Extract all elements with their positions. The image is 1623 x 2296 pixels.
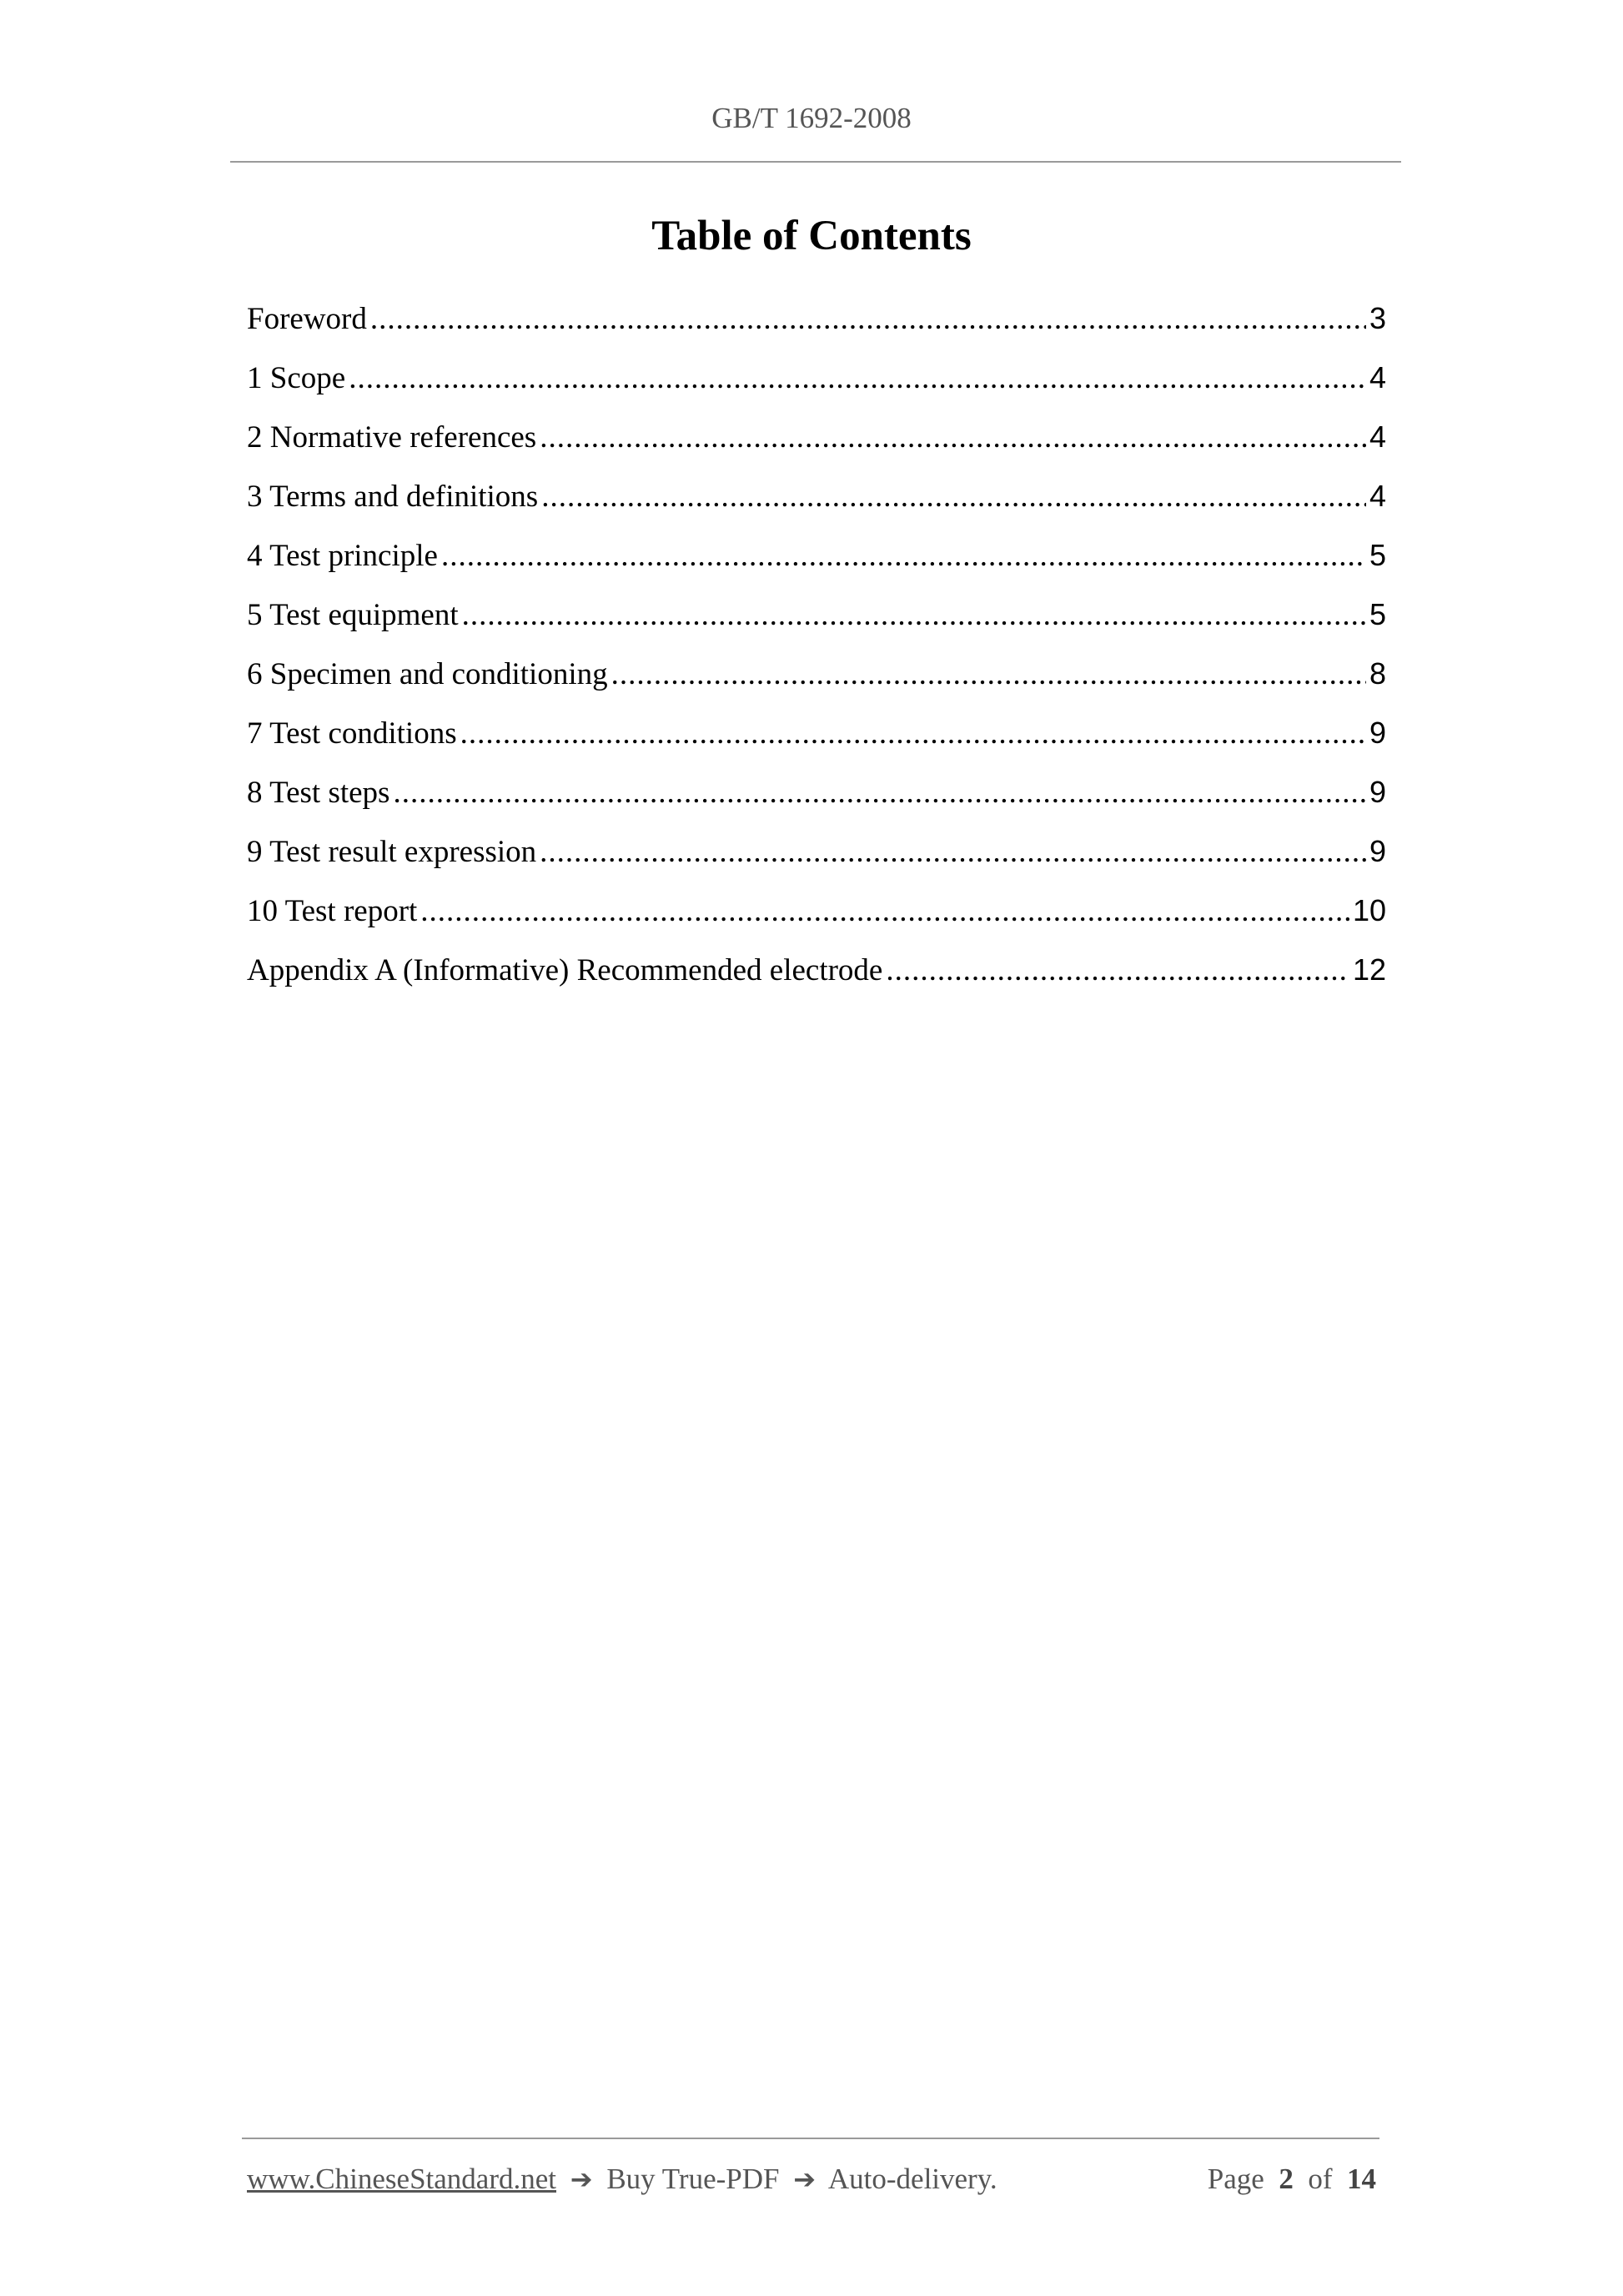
right-arrow-icon: ➔ (793, 2163, 817, 2195)
toc-entry-test-principle[interactable] (247, 537, 1386, 596)
toc-title: Table of Contents (651, 213, 972, 259)
toc-entry-test-report[interactable] (247, 892, 1386, 952)
right-arrow-icon: ➔ (570, 2163, 593, 2195)
toc-entry-label: 4 Test principle (247, 539, 438, 573)
toc-entry-label: 5 Test equipment (247, 598, 459, 632)
toc-dot-leader (441, 538, 1366, 575)
toc-entry-page: 4 (1369, 420, 1386, 454)
toc-entry-page: 4 (1369, 360, 1386, 394)
toc-dot-leader (370, 301, 1366, 338)
toc-entry-page: 9 (1369, 716, 1386, 750)
toc-entry-scope[interactable] (247, 359, 1386, 419)
toc-dot-leader (541, 479, 1366, 515)
footer-promo (247, 2162, 997, 2197)
page-word: Page (1207, 2163, 1264, 2195)
toc-entry-test-result-expression[interactable] (247, 833, 1386, 892)
toc-entry-page: 3 (1369, 301, 1386, 335)
toc-entry-label: 6 Specimen and conditioning (247, 657, 608, 691)
footer-divider (242, 2138, 1379, 2139)
toc-dot-leader (349, 360, 1366, 397)
toc-dot-leader (886, 952, 1349, 989)
page-indicator (1208, 2162, 1376, 2197)
current-page-number: 2 (1279, 2163, 1294, 2195)
toc-entry-label: Appendix A (Informative) Recommended electrode (247, 953, 883, 987)
site-link[interactable]: www.ChineseStandard.net (247, 2163, 556, 2195)
toc-entry-normative-references[interactable] (247, 419, 1386, 478)
toc-entry-label: 8 Test steps (247, 776, 390, 810)
page-of-word: of (1308, 2163, 1333, 2195)
document-header-code: GB/T 1692-2008 (711, 102, 912, 134)
toc-entry-page: 8 (1369, 656, 1386, 691)
toc-entry-label: 3 Terms and definitions (247, 480, 539, 514)
toc-entry-terms-and-definitions[interactable] (247, 478, 1386, 537)
toc-entry-page: 4 (1369, 479, 1386, 513)
toc-entry-specimen-and-conditioning[interactable] (247, 656, 1386, 715)
toc-entry-appendix-a[interactable] (247, 952, 1386, 1011)
toc-entry-label: 7 Test conditions (247, 716, 457, 751)
toc-dot-leader (540, 420, 1366, 456)
toc-dot-leader (393, 775, 1366, 811)
toc-dot-leader (420, 893, 1349, 930)
toc-entry-page: 9 (1369, 834, 1386, 868)
toc-dot-leader (611, 656, 1366, 693)
toc-list (247, 300, 1386, 1011)
footer-step-delivery: Auto-delivery. (827, 2163, 997, 2195)
footer-step-buy: Buy True-PDF (606, 2163, 780, 2195)
toc-entry-page: 12 (1352, 952, 1386, 987)
toc-entry-label: 1 Scope (247, 361, 346, 395)
toc-entry-page: 10 (1352, 893, 1386, 927)
toc-dot-leader (460, 716, 1366, 752)
toc-dot-leader (462, 597, 1366, 634)
toc-entry-page: 5 (1369, 597, 1386, 631)
toc-entry-label: 10 Test report (247, 894, 418, 928)
toc-entry-foreword[interactable] (247, 300, 1386, 359)
toc-entry-label: 2 Normative references (247, 420, 537, 455)
toc-entry-page: 5 (1369, 538, 1386, 572)
toc-entry-test-steps[interactable] (247, 774, 1386, 833)
header-divider (230, 161, 1401, 163)
total-page-count: 14 (1347, 2163, 1376, 2195)
toc-entry-test-equipment[interactable] (247, 596, 1386, 656)
toc-entry-test-conditions[interactable] (247, 715, 1386, 774)
toc-entry-label: Foreword (247, 302, 367, 336)
toc-entry-label: 9 Test result expression (247, 835, 537, 869)
toc-dot-leader (540, 834, 1366, 871)
toc-entry-page: 9 (1369, 775, 1386, 809)
